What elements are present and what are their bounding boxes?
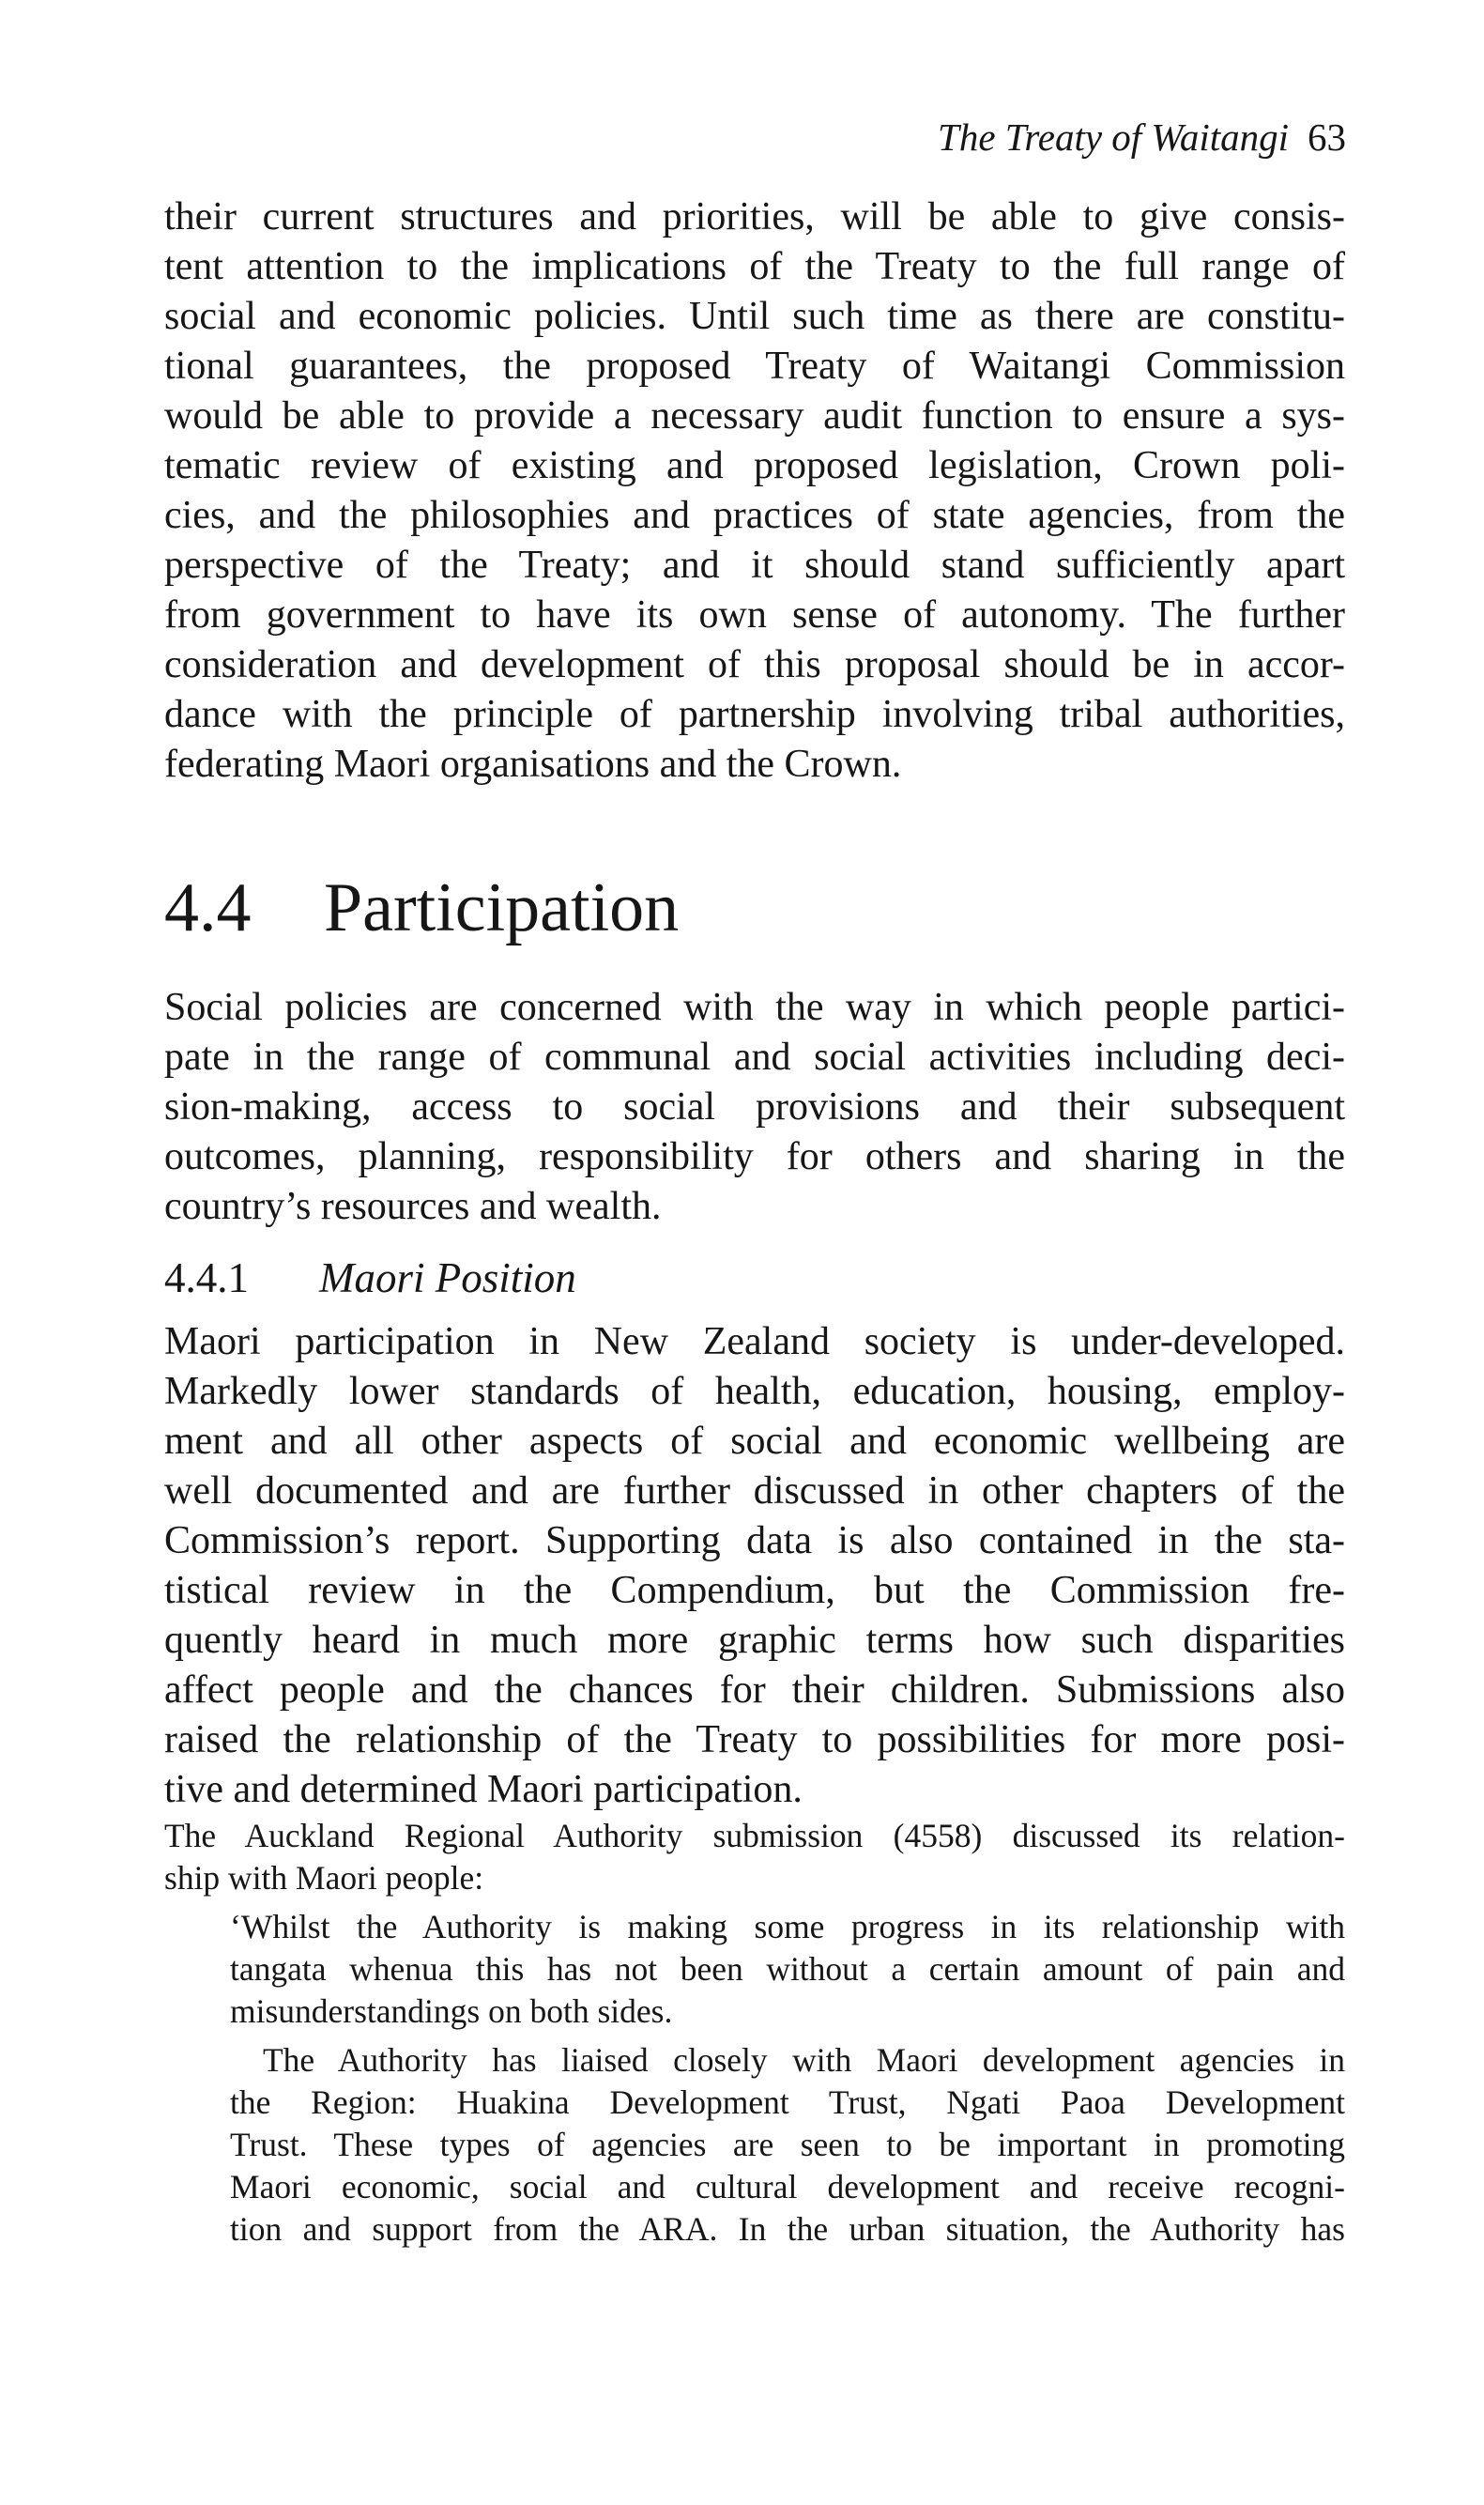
paragraph-maori-participation	[164, 1317, 1345, 1815]
text-line: Social policies are concerned with the way in which people partici-	[164, 986, 1345, 1029]
running-title: The Treaty of Waitangi	[938, 115, 1289, 159]
subsection-heading	[164, 1253, 576, 1302]
text-line: federating Maori organisations and the Crown.	[164, 743, 902, 786]
text-line: the Region: Huakina Development Trust, Ngati Paoa Development	[230, 2083, 1345, 2121]
page-number: 63	[1308, 115, 1346, 159]
text-line: pate in the range of communal and social activities including deci-	[164, 1036, 1345, 1079]
text-line: Commission’s report. Supporting data is also contained in the sta-	[164, 1519, 1345, 1562]
text-line: misunderstandings on both sides.	[230, 1992, 673, 2030]
text-line: tent attention to the implications of the Treaty to the full range of	[164, 245, 1345, 288]
subsection-number: 4.4.1	[164, 1254, 249, 1301]
section-title: Participation	[324, 869, 680, 946]
text-line: tional guarantees, the proposed Treaty of Waitangi Commission	[164, 345, 1345, 388]
text-line: would be able to provide a necessary audit function to ensure a sys-	[164, 394, 1345, 438]
text-line: social and economic policies. Until such time as there are constitu-	[164, 295, 1345, 338]
text-line: tive and determined Maori participation.	[164, 1768, 803, 1811]
text-line: tematic review of existing and proposed legislation, Crown poli-	[164, 444, 1345, 487]
text-line: cies, and the philosophies and practices of state agencies, from the	[164, 494, 1345, 537]
text-line: Maori economic, social and cultural development and receive recogni-	[230, 2168, 1345, 2205]
text-line: affect people and the chances for their children. Submissions also	[164, 1668, 1345, 1712]
paragraph-treaty-commission	[164, 192, 1345, 790]
text-line: Markedly lower standards of health, education, housing, employ-	[164, 1370, 1345, 1413]
text-line: tion and support from the ARA. In the urban situation, the Authority has	[230, 2210, 1345, 2248]
running-header	[938, 115, 1346, 160]
text-line: The Auckland Regional Authority submission (4558) discussed its relation-	[164, 1817, 1345, 1854]
text-line: ‘Whilst the Authority is making some progress in its relationship with	[230, 1908, 1345, 1945]
text-line: well documented and are further discussed in other chapters of the	[164, 1469, 1345, 1513]
section-number: 4.4	[164, 869, 252, 946]
subsection-title: Maori Position	[319, 1254, 576, 1301]
text-line: outcomes, planning, responsibility for others and sharing in the	[164, 1135, 1345, 1178]
block-quote-1	[230, 1906, 1345, 2033]
text-line: perspective of the Treaty; and it should stand sufficiently apart	[164, 544, 1345, 587]
paragraph-ara-submission	[164, 1815, 1345, 1899]
section-heading	[164, 868, 679, 948]
text-line: consideration and development of this proposal should be in accor-	[164, 643, 1345, 686]
text-line: quently heard in much more graphic terms how such disparities	[164, 1619, 1345, 1662]
text-line: their current structures and priorities, will be able to give consis-	[164, 195, 1345, 238]
block-quote-2	[230, 2039, 1345, 2251]
paragraph-social-policies	[164, 983, 1345, 1232]
text-line: raised the relationship of the Treaty to possibilities for more posi-	[164, 1718, 1345, 1761]
text-line: tistical review in the Compendium, but the Commission fre-	[164, 1569, 1345, 1612]
text-line: Maori participation in New Zealand society is under-developed.	[164, 1320, 1345, 1363]
text-line: The Authority has liaised closely with Maori development agencies in	[263, 2041, 1345, 2079]
text-line: Trust. These types of agencies are seen to be important in promoting	[230, 2126, 1345, 2163]
text-line: ment and all other aspects of social and economic wellbeing are	[164, 1420, 1345, 1463]
text-line: from government to have its own sense of autonomy. The further	[164, 593, 1345, 637]
text-line: country’s resources and wealth.	[164, 1185, 662, 1228]
text-line: sion-making, access to social provisions and their subsequent	[164, 1085, 1345, 1129]
text-line: tangata whenua this has not been without a certain amount of pain and	[230, 1950, 1345, 1988]
text-line: dance with the principle of partnership involving tribal authorities,	[164, 693, 1345, 736]
text-line: ship with Maori people:	[164, 1859, 484, 1897]
